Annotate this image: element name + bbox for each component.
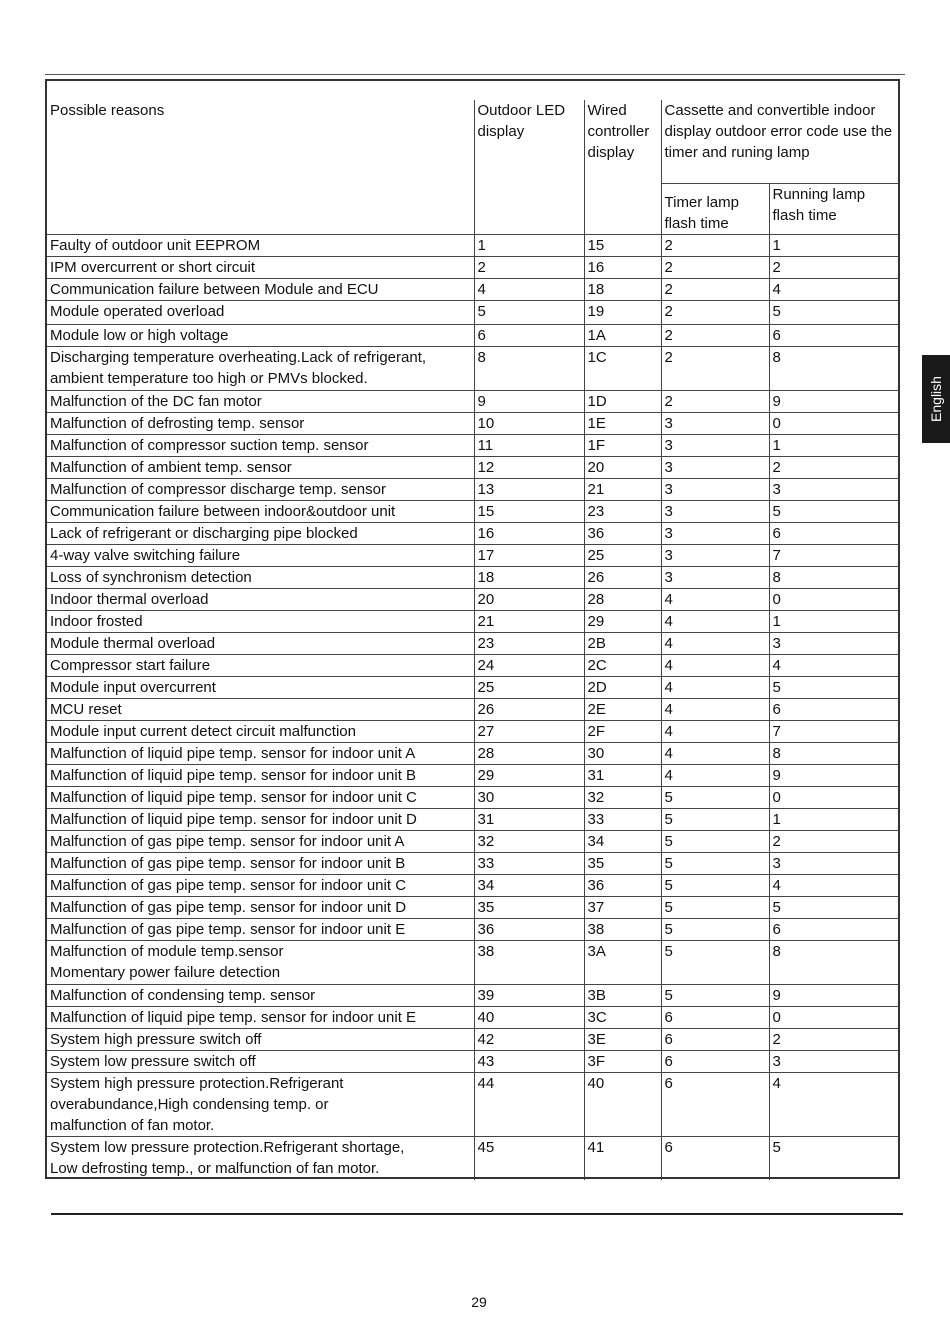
table-row [47, 566, 899, 588]
table-row [47, 346, 899, 390]
timer-lamp-cell: 3 [661, 566, 769, 588]
wired-code-cell: 36 [584, 522, 661, 544]
table-row [47, 632, 899, 654]
reason-cell: Communication failure between indoor&outdoor unit [47, 500, 474, 522]
outdoor-led-cell: 36 [474, 918, 584, 940]
language-tab [922, 355, 950, 443]
running-lamp-cell: 5 [769, 1136, 899, 1180]
running-lamp-cell: 5 [769, 896, 899, 918]
running-lamp-cell: 1 [769, 234, 899, 256]
header-running-lamp: Running lamp flash time [769, 183, 899, 234]
wired-code-cell: 2F [584, 720, 661, 742]
reason-cell: Malfunction of gas pipe temp. sensor for indoor unit A [47, 830, 474, 852]
running-lamp-cell: 0 [769, 786, 899, 808]
wired-code-cell: 2B [584, 632, 661, 654]
error-code-table [47, 100, 899, 1180]
running-lamp-cell: 4 [769, 278, 899, 300]
reason-cell: MCU reset [47, 698, 474, 720]
header-outdoor-led: Outdoor LED display [474, 100, 584, 234]
reason-cell: System low pressure protection.Refrigerant shortage, Low defrosting temp., or malfunction of fan motor. [47, 1136, 474, 1180]
wired-code-cell: 37 [584, 896, 661, 918]
reason-cell: Indoor thermal overload [47, 588, 474, 610]
running-lamp-cell: 2 [769, 256, 899, 278]
timer-lamp-cell: 5 [661, 808, 769, 830]
wired-code-cell: 3A [584, 940, 661, 984]
reason-cell: Loss of synchronism detection [47, 566, 474, 588]
outdoor-led-cell: 1 [474, 234, 584, 256]
timer-lamp-cell: 4 [661, 676, 769, 698]
reason-cell: Module thermal overload [47, 632, 474, 654]
reason-cell: System high pressure switch off [47, 1028, 474, 1050]
running-lamp-cell: 3 [769, 632, 899, 654]
timer-lamp-cell: 4 [661, 720, 769, 742]
header-cassette-display: Cassette and convertible indoor display outdoor error code use the timer and runing lamp [661, 100, 899, 183]
table-row [47, 1006, 899, 1028]
table-row [47, 300, 899, 324]
running-lamp-cell: 9 [769, 764, 899, 786]
outdoor-led-cell: 4 [474, 278, 584, 300]
timer-lamp-cell: 5 [661, 918, 769, 940]
reason-cell: Module input overcurrent [47, 676, 474, 698]
outdoor-led-cell: 21 [474, 610, 584, 632]
page-number: 29 [471, 1294, 487, 1310]
table-row [47, 1050, 899, 1072]
wired-code-cell: 15 [584, 234, 661, 256]
wired-code-cell: 36 [584, 874, 661, 896]
reason-cell: Malfunction of gas pipe temp. sensor for indoor unit C [47, 874, 474, 896]
outdoor-led-cell: 39 [474, 984, 584, 1006]
reason-cell: Malfunction of liquid pipe temp. sensor for indoor unit E [47, 1006, 474, 1028]
timer-lamp-cell: 6 [661, 1028, 769, 1050]
outdoor-led-cell: 25 [474, 676, 584, 698]
wired-code-cell: 38 [584, 918, 661, 940]
outdoor-led-cell: 6 [474, 324, 584, 346]
reason-cell: IPM overcurrent or short circuit [47, 256, 474, 278]
timer-lamp-cell: 3 [661, 522, 769, 544]
running-lamp-cell: 6 [769, 324, 899, 346]
timer-lamp-cell: 6 [661, 1050, 769, 1072]
timer-lamp-cell: 6 [661, 1072, 769, 1136]
running-lamp-cell: 1 [769, 434, 899, 456]
reason-cell: Indoor frosted [47, 610, 474, 632]
table-row [47, 522, 899, 544]
table-row [47, 456, 899, 478]
running-lamp-cell: 8 [769, 566, 899, 588]
running-lamp-cell: 8 [769, 940, 899, 984]
wired-code-cell: 41 [584, 1136, 661, 1180]
reason-cell: Malfunction of module temp.sensor Momentary power failure detection [47, 940, 474, 984]
timer-lamp-cell: 5 [661, 874, 769, 896]
outdoor-led-cell: 20 [474, 588, 584, 610]
table-row [47, 720, 899, 742]
table-row [47, 764, 899, 786]
table-row [47, 500, 899, 522]
outdoor-led-cell: 26 [474, 698, 584, 720]
table-row [47, 412, 899, 434]
timer-lamp-cell: 2 [661, 278, 769, 300]
timer-lamp-cell: 5 [661, 984, 769, 1006]
table-row [47, 1028, 899, 1050]
table-row [47, 852, 899, 874]
table-row [47, 434, 899, 456]
running-lamp-cell: 7 [769, 720, 899, 742]
outdoor-led-cell: 9 [474, 390, 584, 412]
wired-code-cell: 16 [584, 256, 661, 278]
running-lamp-cell: 6 [769, 522, 899, 544]
table-row [47, 256, 899, 278]
table-row [47, 544, 899, 566]
outdoor-led-cell: 34 [474, 874, 584, 896]
table-row [47, 478, 899, 500]
table-row [47, 1136, 899, 1180]
outdoor-led-cell: 28 [474, 742, 584, 764]
timer-lamp-cell: 2 [661, 346, 769, 390]
wired-code-cell: 29 [584, 610, 661, 632]
reason-cell: Malfunction of liquid pipe temp. sensor for indoor unit D [47, 808, 474, 830]
running-lamp-cell: 8 [769, 346, 899, 390]
outdoor-led-cell: 35 [474, 896, 584, 918]
timer-lamp-cell: 5 [661, 830, 769, 852]
wired-code-cell: 2C [584, 654, 661, 676]
running-lamp-cell: 2 [769, 1028, 899, 1050]
wired-code-cell: 25 [584, 544, 661, 566]
timer-lamp-cell: 3 [661, 478, 769, 500]
timer-lamp-cell: 5 [661, 940, 769, 984]
reason-cell: Compressor start failure [47, 654, 474, 676]
wired-code-cell: 3E [584, 1028, 661, 1050]
running-lamp-cell: 0 [769, 1006, 899, 1028]
table-row [47, 278, 899, 300]
reason-cell: Module operated overload [47, 300, 474, 324]
timer-lamp-cell: 2 [661, 300, 769, 324]
outdoor-led-cell: 42 [474, 1028, 584, 1050]
running-lamp-cell: 2 [769, 830, 899, 852]
outdoor-led-cell: 11 [474, 434, 584, 456]
timer-lamp-cell: 3 [661, 434, 769, 456]
table-row [47, 324, 899, 346]
reason-cell: Malfunction of gas pipe temp. sensor for indoor unit B [47, 852, 474, 874]
wired-code-cell: 1F [584, 434, 661, 456]
wired-code-cell: 2E [584, 698, 661, 720]
timer-lamp-cell: 2 [661, 256, 769, 278]
reason-cell: Module low or high voltage [47, 324, 474, 346]
wired-code-cell: 1A [584, 324, 661, 346]
reason-cell: Malfunction of compressor suction temp. sensor [47, 434, 474, 456]
timer-lamp-cell: 2 [661, 390, 769, 412]
wired-code-cell: 3F [584, 1050, 661, 1072]
outdoor-led-cell: 43 [474, 1050, 584, 1072]
outdoor-led-cell: 15 [474, 500, 584, 522]
running-lamp-cell: 5 [769, 676, 899, 698]
reason-cell: Malfunction of ambient temp. sensor [47, 456, 474, 478]
outdoor-led-cell: 13 [474, 478, 584, 500]
timer-lamp-cell: 4 [661, 654, 769, 676]
outdoor-led-cell: 32 [474, 830, 584, 852]
reason-cell: Malfunction of defrosting temp. sensor [47, 412, 474, 434]
wired-code-cell: 3C [584, 1006, 661, 1028]
bottom-rule [51, 1213, 903, 1215]
timer-lamp-cell: 5 [661, 786, 769, 808]
reason-cell: Faulty of outdoor unit EEPROM [47, 234, 474, 256]
reason-cell: Communication failure between Module and ECU [47, 278, 474, 300]
timer-lamp-cell: 2 [661, 234, 769, 256]
wired-code-cell: 19 [584, 300, 661, 324]
timer-lamp-cell: 4 [661, 632, 769, 654]
timer-lamp-cell: 3 [661, 500, 769, 522]
running-lamp-cell: 3 [769, 1050, 899, 1072]
table-row [47, 940, 899, 984]
table-row [47, 808, 899, 830]
table-row [47, 830, 899, 852]
wired-code-cell: 1C [584, 346, 661, 390]
reason-cell: Discharging temperature overheating.Lack of refrigerant, ambient temperature too high or PMVs blocked. [47, 346, 474, 390]
language-tab-label: English [928, 376, 945, 422]
reason-cell: Malfunction of gas pipe temp. sensor for indoor unit D [47, 896, 474, 918]
timer-lamp-cell: 5 [661, 896, 769, 918]
running-lamp-cell: 1 [769, 808, 899, 830]
outdoor-led-cell: 38 [474, 940, 584, 984]
running-lamp-cell: 4 [769, 1072, 899, 1136]
table-row [47, 234, 899, 256]
running-lamp-cell: 0 [769, 588, 899, 610]
wired-code-cell: 32 [584, 786, 661, 808]
timer-lamp-cell: 3 [661, 544, 769, 566]
reason-cell: Malfunction of liquid pipe temp. sensor for indoor unit A [47, 742, 474, 764]
outdoor-led-cell: 24 [474, 654, 584, 676]
wired-code-cell: 33 [584, 808, 661, 830]
running-lamp-cell: 9 [769, 984, 899, 1006]
wired-code-cell: 31 [584, 764, 661, 786]
running-lamp-cell: 6 [769, 698, 899, 720]
reason-cell: Malfunction of gas pipe temp. sensor for indoor unit E [47, 918, 474, 940]
running-lamp-cell: 3 [769, 852, 899, 874]
wired-code-cell: 23 [584, 500, 661, 522]
table-row [47, 742, 899, 764]
running-lamp-cell: 6 [769, 918, 899, 940]
outdoor-led-cell: 31 [474, 808, 584, 830]
wired-code-cell: 28 [584, 588, 661, 610]
running-lamp-cell: 1 [769, 610, 899, 632]
table-row [47, 1072, 899, 1136]
timer-lamp-cell: 3 [661, 456, 769, 478]
timer-lamp-cell: 4 [661, 588, 769, 610]
outdoor-led-cell: 10 [474, 412, 584, 434]
table-row [47, 874, 899, 896]
outdoor-led-cell: 29 [474, 764, 584, 786]
wired-code-cell: 30 [584, 742, 661, 764]
table-row [47, 984, 899, 1006]
outdoor-led-cell: 23 [474, 632, 584, 654]
header-possible-reasons: Possible reasons [47, 100, 474, 234]
wired-code-cell: 35 [584, 852, 661, 874]
table-row [47, 896, 899, 918]
reason-cell: Malfunction of liquid pipe temp. sensor for indoor unit B [47, 764, 474, 786]
table-row [47, 588, 899, 610]
wired-code-cell: 1D [584, 390, 661, 412]
outdoor-led-cell: 45 [474, 1136, 584, 1180]
running-lamp-cell: 4 [769, 654, 899, 676]
outdoor-led-cell: 30 [474, 786, 584, 808]
wired-code-cell: 26 [584, 566, 661, 588]
wired-code-cell: 20 [584, 456, 661, 478]
table-row [47, 786, 899, 808]
timer-lamp-cell: 4 [661, 764, 769, 786]
header-wired-controller: Wired controller display [584, 100, 661, 234]
reason-cell: Malfunction of compressor discharge temp. sensor [47, 478, 474, 500]
outdoor-led-cell: 33 [474, 852, 584, 874]
running-lamp-cell: 9 [769, 390, 899, 412]
running-lamp-cell: 2 [769, 456, 899, 478]
top-rule [45, 74, 905, 75]
outdoor-led-cell: 2 [474, 256, 584, 278]
reason-cell: Malfunction of the DC fan motor [47, 390, 474, 412]
timer-lamp-cell: 2 [661, 324, 769, 346]
wired-code-cell: 40 [584, 1072, 661, 1136]
outdoor-led-cell: 8 [474, 346, 584, 390]
reason-cell: 4-way valve switching failure [47, 544, 474, 566]
outdoor-led-cell: 18 [474, 566, 584, 588]
outdoor-led-cell: 16 [474, 522, 584, 544]
timer-lamp-cell: 6 [661, 1136, 769, 1180]
outdoor-led-cell: 17 [474, 544, 584, 566]
table-row [47, 918, 899, 940]
outdoor-led-cell: 27 [474, 720, 584, 742]
wired-code-cell: 1E [584, 412, 661, 434]
table-row [47, 390, 899, 412]
wired-code-cell: 2D [584, 676, 661, 698]
reason-cell: Malfunction of liquid pipe temp. sensor for indoor unit C [47, 786, 474, 808]
reason-cell: System high pressure protection.Refrigerant overabundance,High condensing temp. or malfunction of fan motor. [47, 1072, 474, 1136]
timer-lamp-cell: 3 [661, 412, 769, 434]
header-timer-lamp: Timer lamp flash time [661, 183, 769, 234]
timer-lamp-cell: 6 [661, 1006, 769, 1028]
running-lamp-cell: 4 [769, 874, 899, 896]
outdoor-led-cell: 12 [474, 456, 584, 478]
reason-cell: Module input current detect circuit malfunction [47, 720, 474, 742]
timer-lamp-cell: 4 [661, 742, 769, 764]
table-row [47, 610, 899, 632]
outdoor-led-cell: 5 [474, 300, 584, 324]
running-lamp-cell: 8 [769, 742, 899, 764]
outdoor-led-cell: 40 [474, 1006, 584, 1028]
wired-code-cell: 21 [584, 478, 661, 500]
wired-code-cell: 18 [584, 278, 661, 300]
wired-code-cell: 3B [584, 984, 661, 1006]
reason-cell: Malfunction of condensing temp. sensor [47, 984, 474, 1006]
table-row [47, 676, 899, 698]
table-row [47, 698, 899, 720]
reason-cell: Lack of refrigerant or discharging pipe blocked [47, 522, 474, 544]
wired-code-cell: 34 [584, 830, 661, 852]
outdoor-led-cell: 44 [474, 1072, 584, 1136]
running-lamp-cell: 3 [769, 478, 899, 500]
reason-cell: System low pressure switch off [47, 1050, 474, 1072]
timer-lamp-cell: 4 [661, 610, 769, 632]
timer-lamp-cell: 4 [661, 698, 769, 720]
running-lamp-cell: 0 [769, 412, 899, 434]
running-lamp-cell: 7 [769, 544, 899, 566]
table-row [47, 654, 899, 676]
running-lamp-cell: 5 [769, 300, 899, 324]
running-lamp-cell: 5 [769, 500, 899, 522]
timer-lamp-cell: 5 [661, 852, 769, 874]
